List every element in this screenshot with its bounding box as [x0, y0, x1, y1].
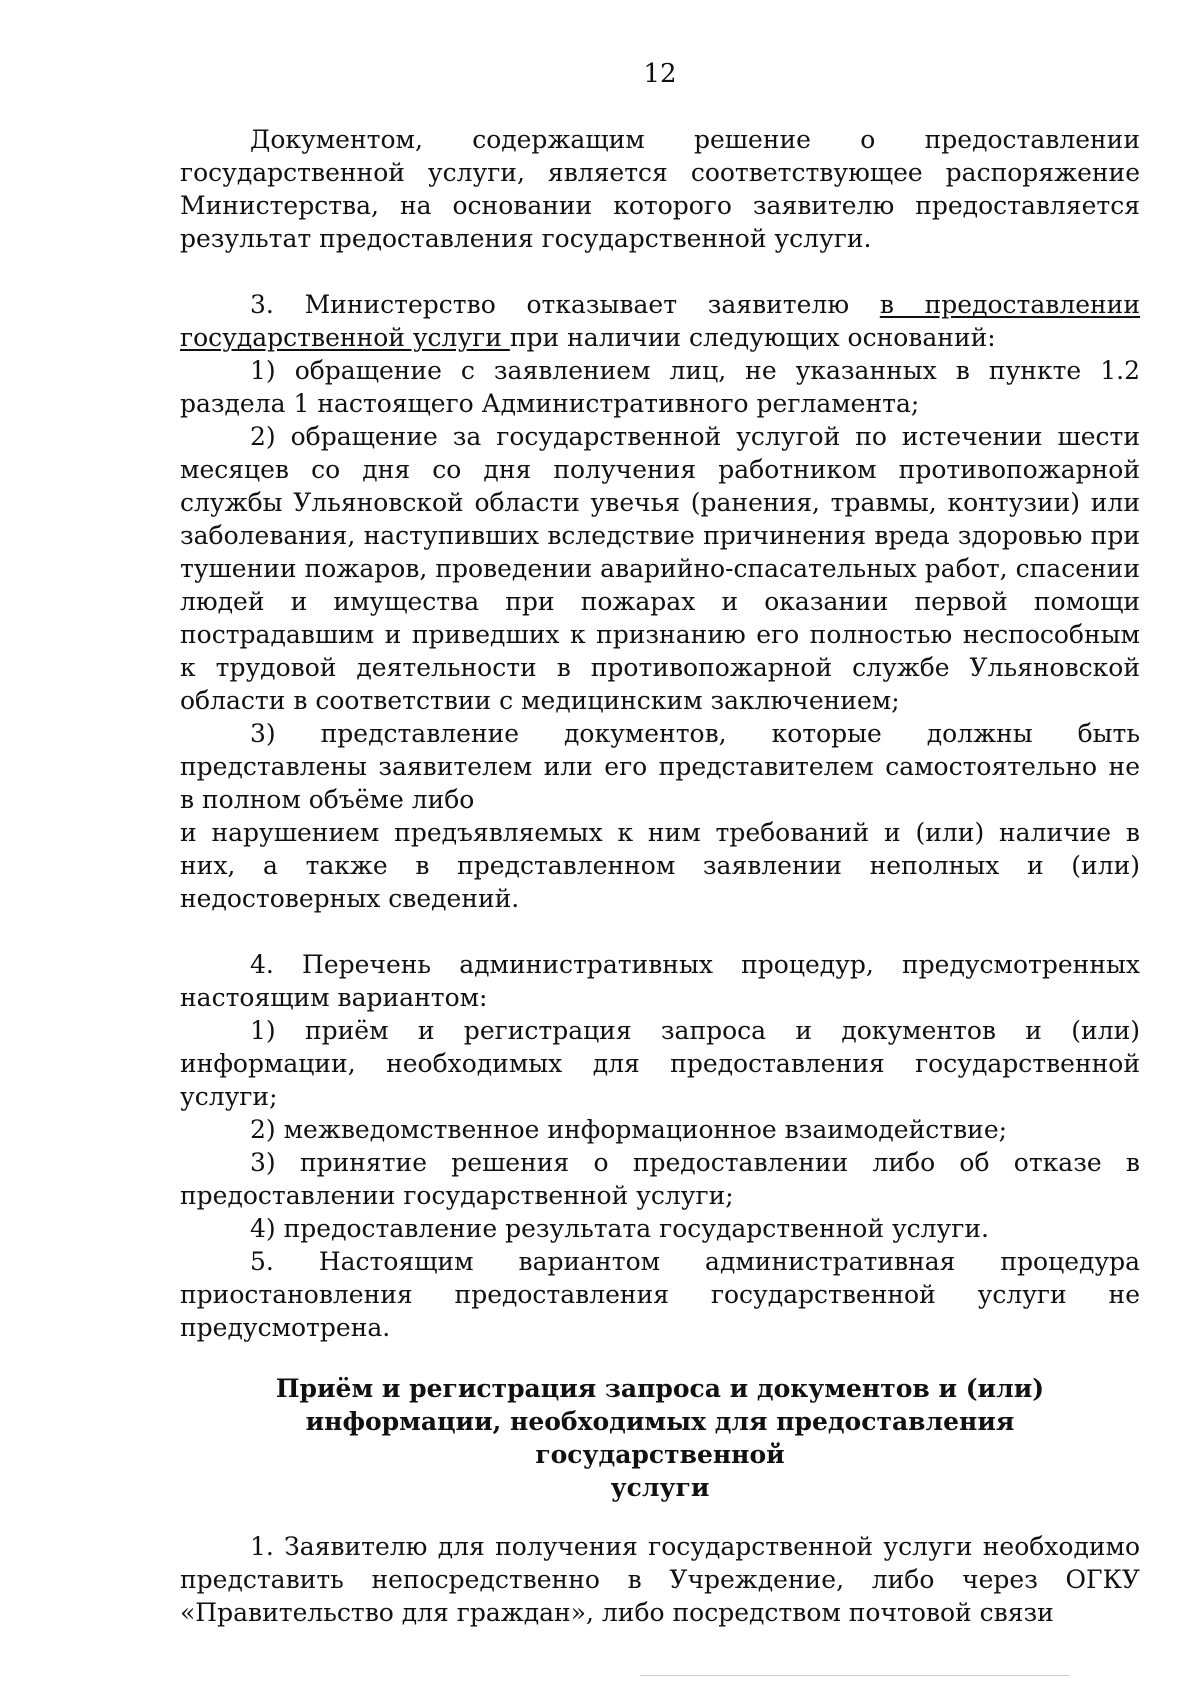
section-heading: [180, 1372, 1140, 1504]
paragraph-procedures-list: 4. Перечень административных процедур, предусмотренных настоящим вариантом:: [180, 950, 1140, 1012]
refusal-intro-text: 3. Министерство отказывает заявителю: [250, 290, 880, 319]
list-item-procedure-1: 1) приём и регистрация запроса и документов и (или) информации, необходимых для предоставления государственной услуги;: [180, 1016, 1140, 1111]
section-heading-line-3: услуги: [610, 1473, 710, 1502]
refusal-end-text: при наличии следующих оснований:: [509, 323, 996, 352]
list-item-ground-2: 2) обращение за государственной услугой по истечении шести месяцев со дня со дня получения работником противопожарной службы Ульяновской области увечья (ранения, травмы, контузии) или заболевания, наступивших вследствие причинения вреда здоровью при тушении пожаров, проведении аварийно-спасательных работ, спасении людей и имущества при пожарах и оказании первой помощи пострадавшим и приведших к признанию его полностью неспособным к трудовой деятельности в противопожарной службе Ульяновской области в соответствии с медицинским заключением;: [180, 422, 1140, 715]
section-heading-line-1: Приём и регистрация запроса и документов и (или): [275, 1374, 1045, 1403]
list-item-procedure-4: 4) предоставление результата государственной услуги.: [250, 1214, 989, 1243]
list-item-ground-1: 1) обращение с заявлением лиц, не указанных в пункте 1.2 раздела 1 настоящего Административного регламента;: [180, 356, 1140, 418]
list-item-ground-3-continued: и нарушением предъявляемых к ним требований и (или) наличие в них, а также в представленном заявлении неполных и (или) недостоверных сведений.: [180, 818, 1140, 913]
section-heading-line-2: информации, необходимых для предоставления государственной: [305, 1407, 1015, 1469]
list-item-procedure-2: 2) межведомственное информационное взаимодействие;: [250, 1115, 1008, 1144]
page-number: 12: [643, 59, 677, 89]
paragraph-refusal-grounds: [180, 288, 1140, 354]
bottom-divider: [640, 1675, 1070, 1676]
paragraph-submission: 1. Заявителю для получения государственной услуги необходимо представить непосредственно в Учреждение, либо через ОГКУ «Правительство для граждан», либо посредством почтовой связи: [180, 1532, 1140, 1627]
refusal-underlined-text: в предоставлении государственной услуги: [180, 290, 1140, 352]
document-page: [180, 58, 1140, 1629]
list-item-procedure-3: 3) принятие решения о предоставлении либо об отказе в предоставлении государственной услуги;: [180, 1148, 1140, 1210]
paragraph-decision-document: Документом, содержащим решение о предоставлении государственной услуги, является соответствующее распоряжение Министерства, на основании которого заявителю предоставляется результат предоставления государственной услуги.: [180, 125, 1140, 253]
list-item-ground-3: 3) представление документов, которые должны быть представлены заявителем или его представителем самостоятельно не в полном объёме либо: [180, 719, 1140, 814]
paragraph-suspension: 5. Настоящим вариантом административная процедура приостановления предоставления государственной услуги не предусмотрена.: [180, 1247, 1140, 1342]
